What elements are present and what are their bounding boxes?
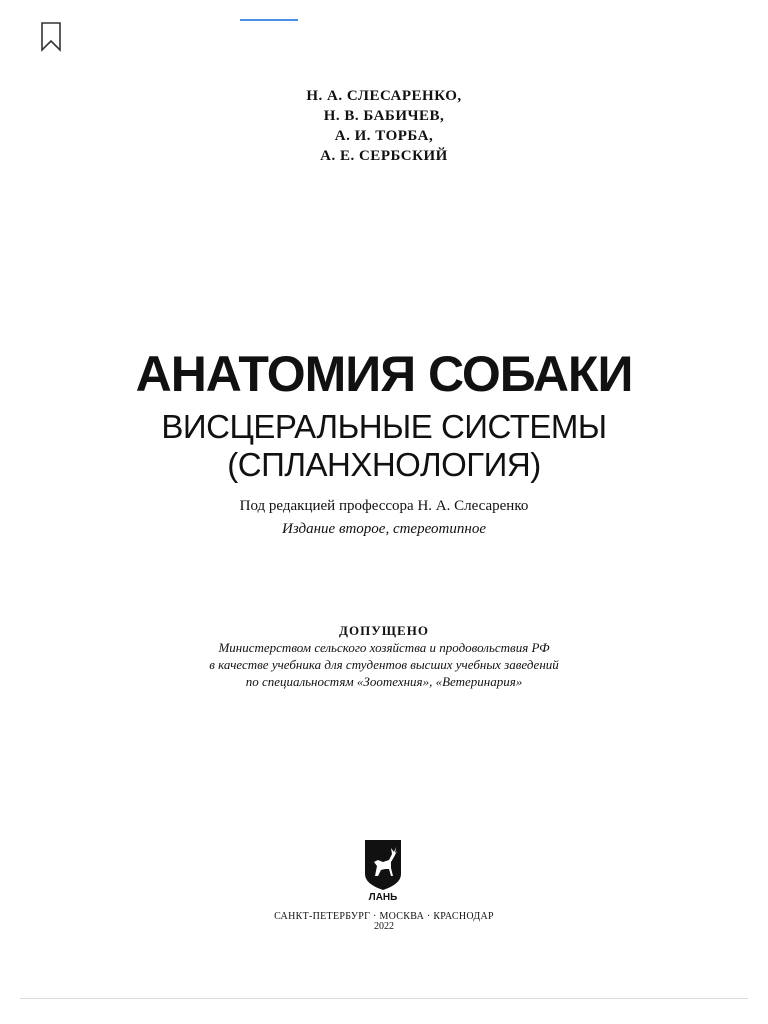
author-name: Н. В. БАБИЧЕВ,	[323, 108, 445, 124]
publisher-cities: САНКТ-ПЕТЕРБУРГ · МОСКВА · КРАСНОДАР	[274, 911, 494, 922]
page-divider	[20, 998, 748, 999]
publisher-logo-text: ЛАНЬ	[368, 892, 398, 902]
author-name: А. И. ТОРБА,	[334, 128, 434, 144]
author-name: Н. А. СЛЕСАРЕНКО,	[306, 88, 462, 104]
publication-year: 2022	[374, 921, 394, 932]
editor-credit: Под редакцией профессора Н. А. Слесаренко	[239, 498, 529, 514]
approval-line: по специальностям «Зоотехния», «Ветеринария»	[245, 674, 523, 689]
publisher-logo	[361, 838, 405, 902]
author-name: А. Е. СЕРБСКИЙ	[320, 148, 448, 164]
subtitle-line: ВИСЦЕРАЛЬНЫЕ СИСТЕМЫ	[161, 408, 607, 445]
book-title: АНАТОМИЯ СОБАКИ	[135, 346, 633, 402]
subtitle-line: (СПЛАНХНОЛОГИЯ)	[227, 446, 541, 483]
book-subtitle	[0, 408, 768, 484]
edition-note: Издание второе, стереотипное	[282, 521, 486, 537]
approval-line: в качестве учебника для студентов высших учебных заведений	[209, 657, 559, 672]
approval-heading: ДОПУЩЕНО	[339, 623, 429, 638]
approval-line: Министерством сельского хозяйства и продовольствия РФ	[218, 640, 550, 655]
authors-list	[0, 86, 768, 166]
approval-block	[0, 622, 768, 690]
